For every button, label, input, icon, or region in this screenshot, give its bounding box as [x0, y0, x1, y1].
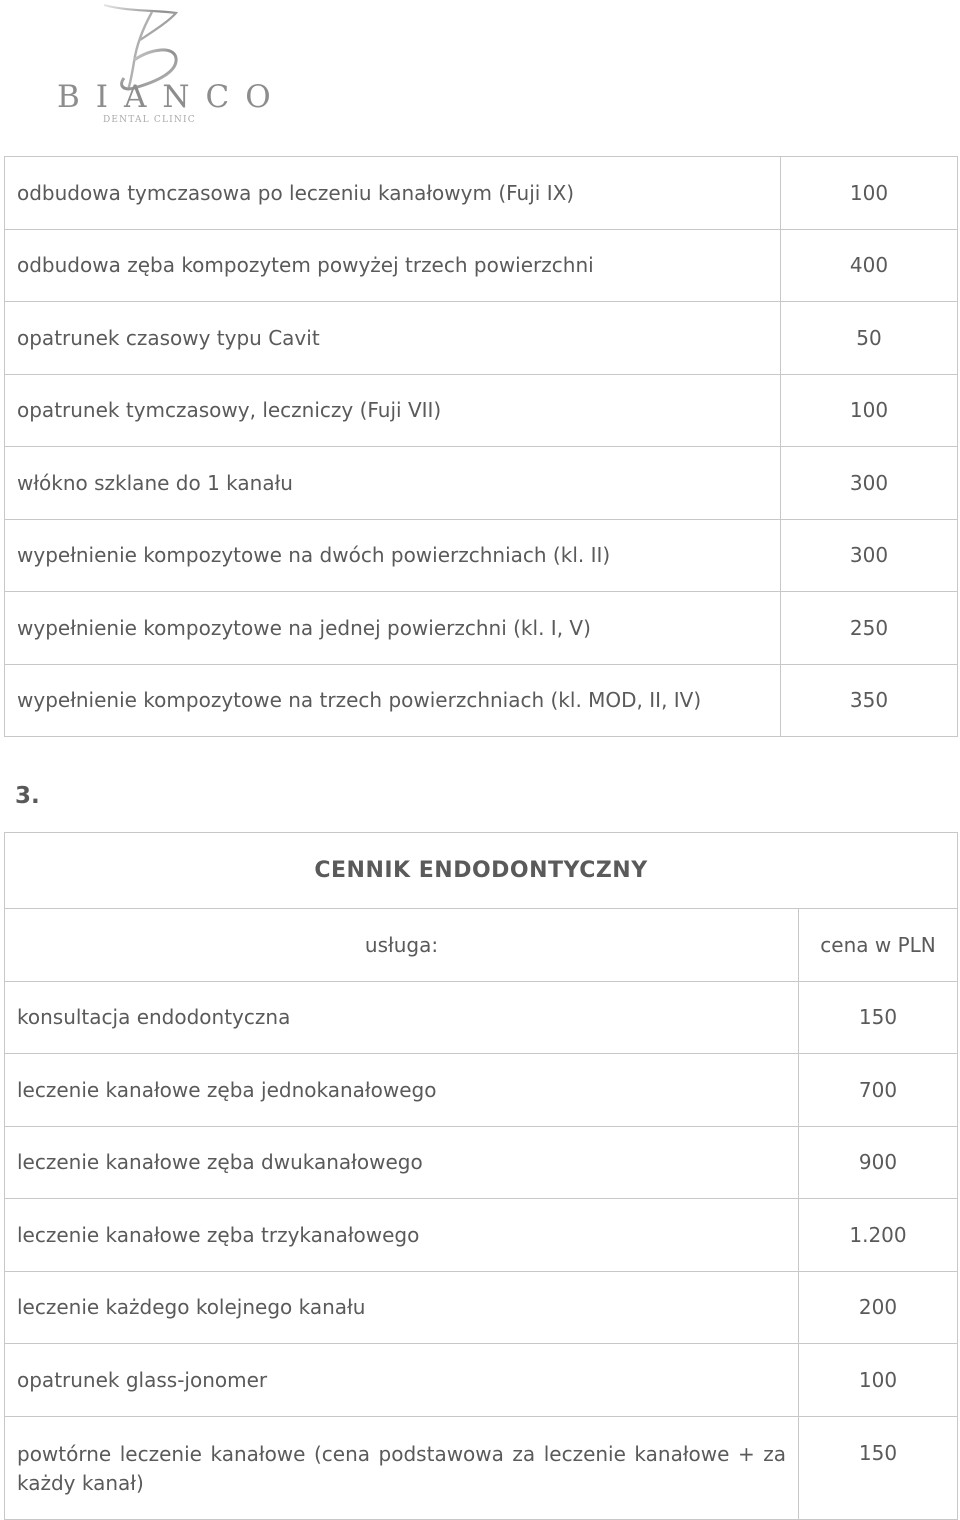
- service-cell: leczenie kanałowe zęba jednokanałowego: [5, 1054, 799, 1127]
- price-cell: 100: [781, 157, 958, 230]
- table-row: [5, 1126, 958, 1199]
- price-cell: 1.200: [799, 1199, 958, 1272]
- table-row: [5, 1054, 958, 1127]
- table-row: [5, 981, 958, 1054]
- price-cell: 150: [799, 1416, 958, 1519]
- service-cell: wypełnienie kompozytowe na jednej powierzchni (kl. I, V): [5, 592, 781, 665]
- price-cell: 50: [781, 302, 958, 375]
- price-cell: 900: [799, 1126, 958, 1199]
- service-cell: opatrunek czasowy typu Cavit: [5, 302, 781, 375]
- service-cell: wypełnienie kompozytowe na dwóch powierzchniach (kl. II): [5, 519, 781, 592]
- table-row: [5, 519, 958, 592]
- header-service: usługa:: [5, 909, 799, 982]
- price-cell: 100: [781, 374, 958, 447]
- table-row: [5, 302, 958, 375]
- price-table-1: [4, 156, 958, 737]
- price-cell: 400: [781, 229, 958, 302]
- logo-emblem-icon: [104, 5, 176, 90]
- price-cell: 700: [799, 1054, 958, 1127]
- table-row: [5, 1344, 958, 1417]
- table-row: [5, 1416, 958, 1519]
- service-cell: odbudowa tymczasowa po leczeniu kanałowym (Fuji IX): [5, 157, 781, 230]
- service-cell: leczenie każdego kolejnego kanału: [5, 1271, 799, 1344]
- table-row: [5, 592, 958, 665]
- logo-wordmark: BIANCO: [57, 79, 287, 115]
- service-cell: wypełnienie kompozytowe na trzech powierzchniach (kl. MOD, II, IV): [5, 664, 781, 737]
- table-row: [5, 1271, 958, 1344]
- table-row: [5, 664, 958, 737]
- price-cell: 300: [781, 519, 958, 592]
- service-cell: odbudowa zęba kompozytem powyżej trzech powierzchni: [5, 229, 781, 302]
- table-row: [5, 374, 958, 447]
- service-cell: powtórne leczenie kanałowe (cena podstawowa za leczenie kanałowe + za każdy kanał): [5, 1416, 799, 1519]
- service-cell: opatrunek tymczasowy, leczniczy (Fuji VII): [5, 374, 781, 447]
- table-title: CENNIK ENDODONTYCZNY: [5, 833, 958, 909]
- bianco-logo: [0, 0, 287, 130]
- price-cell: 250: [781, 592, 958, 665]
- section-number: 3.: [15, 783, 40, 809]
- header-price: cena w PLN: [799, 909, 958, 982]
- table-row: [5, 229, 958, 302]
- table-header-row: [5, 909, 958, 982]
- price-cell: 100: [799, 1344, 958, 1417]
- table-title-row: [5, 833, 958, 909]
- table-row: [5, 157, 958, 230]
- price-cell: 200: [799, 1271, 958, 1344]
- price-cell: 350: [781, 664, 958, 737]
- logo-subtitle: DENTAL CLINIC: [103, 115, 196, 125]
- price-cell: 150: [799, 981, 958, 1054]
- table-row: [5, 447, 958, 520]
- service-cell: konsultacja endodontyczna: [5, 981, 799, 1054]
- service-cell: leczenie kanałowe zęba trzykanałowego: [5, 1199, 799, 1272]
- price-cell: 300: [781, 447, 958, 520]
- table-row: [5, 1199, 958, 1272]
- service-cell: opatrunek glass-jonomer: [5, 1344, 799, 1417]
- service-cell: leczenie kanałowe zęba dwukanałowego: [5, 1126, 799, 1199]
- service-cell: włókno szklane do 1 kanału: [5, 447, 781, 520]
- endodontic-price-table: [4, 832, 958, 1520]
